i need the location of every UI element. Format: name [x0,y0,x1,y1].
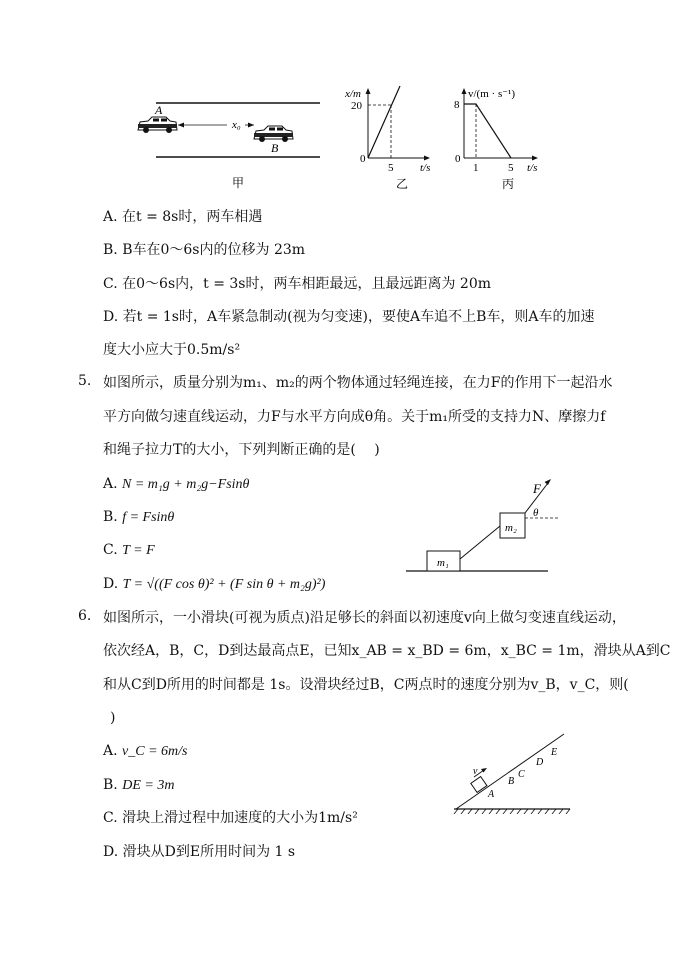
option-letter: A. [103,476,118,492]
q6-stem-line-2: 依次经A，B，C，D到达最高点E，已知x_AB = x_BD = 6m，x_BC = 1m，滑块从A到C [103,643,671,659]
option-letter: B. [103,777,118,793]
q6-option-b [103,775,174,796]
yi-y-axis-label: x/m [345,88,361,100]
option-letter: A. [103,209,118,225]
option-text: 滑块上滑过程中加速度的大小为1m/s² [122,810,358,826]
option-letter: C. [103,276,118,292]
q5-label-f: F [533,481,541,496]
option-letter: B. [103,242,118,258]
q5-label-m1: m₁ [437,557,449,569]
q4-option-d [103,307,595,327]
option-text: DE = 3m [122,778,175,793]
bing-x-axis-label: t/s [527,162,538,174]
q6-option-d [103,842,295,862]
q6-label-c: C [518,769,525,780]
option-text: B车在0～6s内的位移为 23m [122,242,306,258]
q6-label-b: B [508,776,515,787]
q4-option-b [103,240,305,260]
q5-figure [400,470,560,578]
label-b: B [271,141,279,155]
yi-x-axis-label: t/s [420,162,431,174]
option-text: 在0～6s内，t = 3s时，两车相距最远，且最远距离为 20m [122,276,492,292]
option-letter: B. [103,509,118,525]
q6-figure [448,728,576,814]
caption-bing: 丙 [502,177,515,191]
option-text: T = √((F cos θ)² + (F sin θ + m₂g)²) [122,577,326,592]
q6-stem-line-4: ) [110,710,116,726]
figure-bing [448,82,560,195]
option-text: 若t = 1s时，A车紧急制动(视为匀变速)，要使A车追不上B车，则A车的加速 [122,309,595,325]
q6-label-e: E [551,747,558,758]
option-text: 在t = 8s时，两车相遇 [122,209,263,225]
q6-stem-line-3: 和从C到D所用的时间都是 1s。设滑块经过B，C两点时的速度分别为v_B，v_C，则( [103,677,629,693]
caption-yi: 乙 [396,177,409,191]
q5-option-d [103,574,325,595]
option-letter: C. [103,810,118,826]
label-x0: x₀ [232,119,241,131]
q6-option-a [103,741,187,762]
bing-y-axis-label: v/(m · s⁻¹) [468,88,515,100]
q6-number: 6. [78,608,92,624]
bing-origin: 0 [455,153,461,165]
option-letter: D. [103,576,119,592]
q6-label-v: v [473,766,478,777]
option-letter: D. [103,844,119,860]
q4-option-a [103,207,262,227]
q6-label-d: D [536,757,544,768]
bing-y-tick: 8 [454,99,460,111]
q5-stem-line-3: 和绳子拉力T的大小，下列判断正确的是( ) [103,442,380,458]
q5-stem-line-2: 平方向做匀速直线运动，力F与水平方向成θ角。关于m₁所受的支持力N、摩擦力f [103,409,606,425]
yi-x-tick: 5 [388,162,394,174]
q5-option-b [103,507,174,528]
option-letter: A. [103,743,118,759]
q5-number: 5. [78,373,92,389]
caption-jia: 甲 [232,176,245,190]
q5-option-a [103,474,249,495]
q5-label-m2: m₂ [505,522,517,534]
q5-option-c [103,540,155,561]
q6-label-a: A [488,789,495,800]
q6-stem-line-1: 如图所示，一小滑块(可视为质点)沿足够长的斜面以初速度v向上做匀变速直线运动， [103,610,626,626]
option-text: f = Fsinθ [122,510,175,525]
q5-stem-line-1: 如图所示，质量分别为m₁、m₂的两个物体通过轻绳连接，在力F的作用下一起沿水 [103,375,613,391]
option-text: v_C = 6m/s [122,744,188,759]
bing-x-tick-1: 1 [473,162,479,174]
q6-option-c [103,808,358,828]
bing-x-tick-2: 5 [508,162,514,174]
figure-yi [338,82,448,195]
car-a-icon [138,117,177,133]
q4-option-c [103,274,491,294]
figure-jia [130,90,330,195]
car-b-icon [254,126,293,142]
option-letter: C. [103,542,118,558]
option-text: N = m₁g + m₂g−Fsinθ [122,477,250,492]
q4-option-d-continued: 度大小应大于0.5m/s² [103,342,241,358]
option-text: 滑块从D到E所用时间为 1 s [122,844,296,860]
yi-y-tick: 20 [351,100,362,112]
yi-origin: 0 [360,153,366,165]
option-text: T = F [122,543,155,558]
q5-label-theta: θ [533,507,539,519]
label-a: A [155,103,163,117]
option-letter: D. [103,309,119,325]
